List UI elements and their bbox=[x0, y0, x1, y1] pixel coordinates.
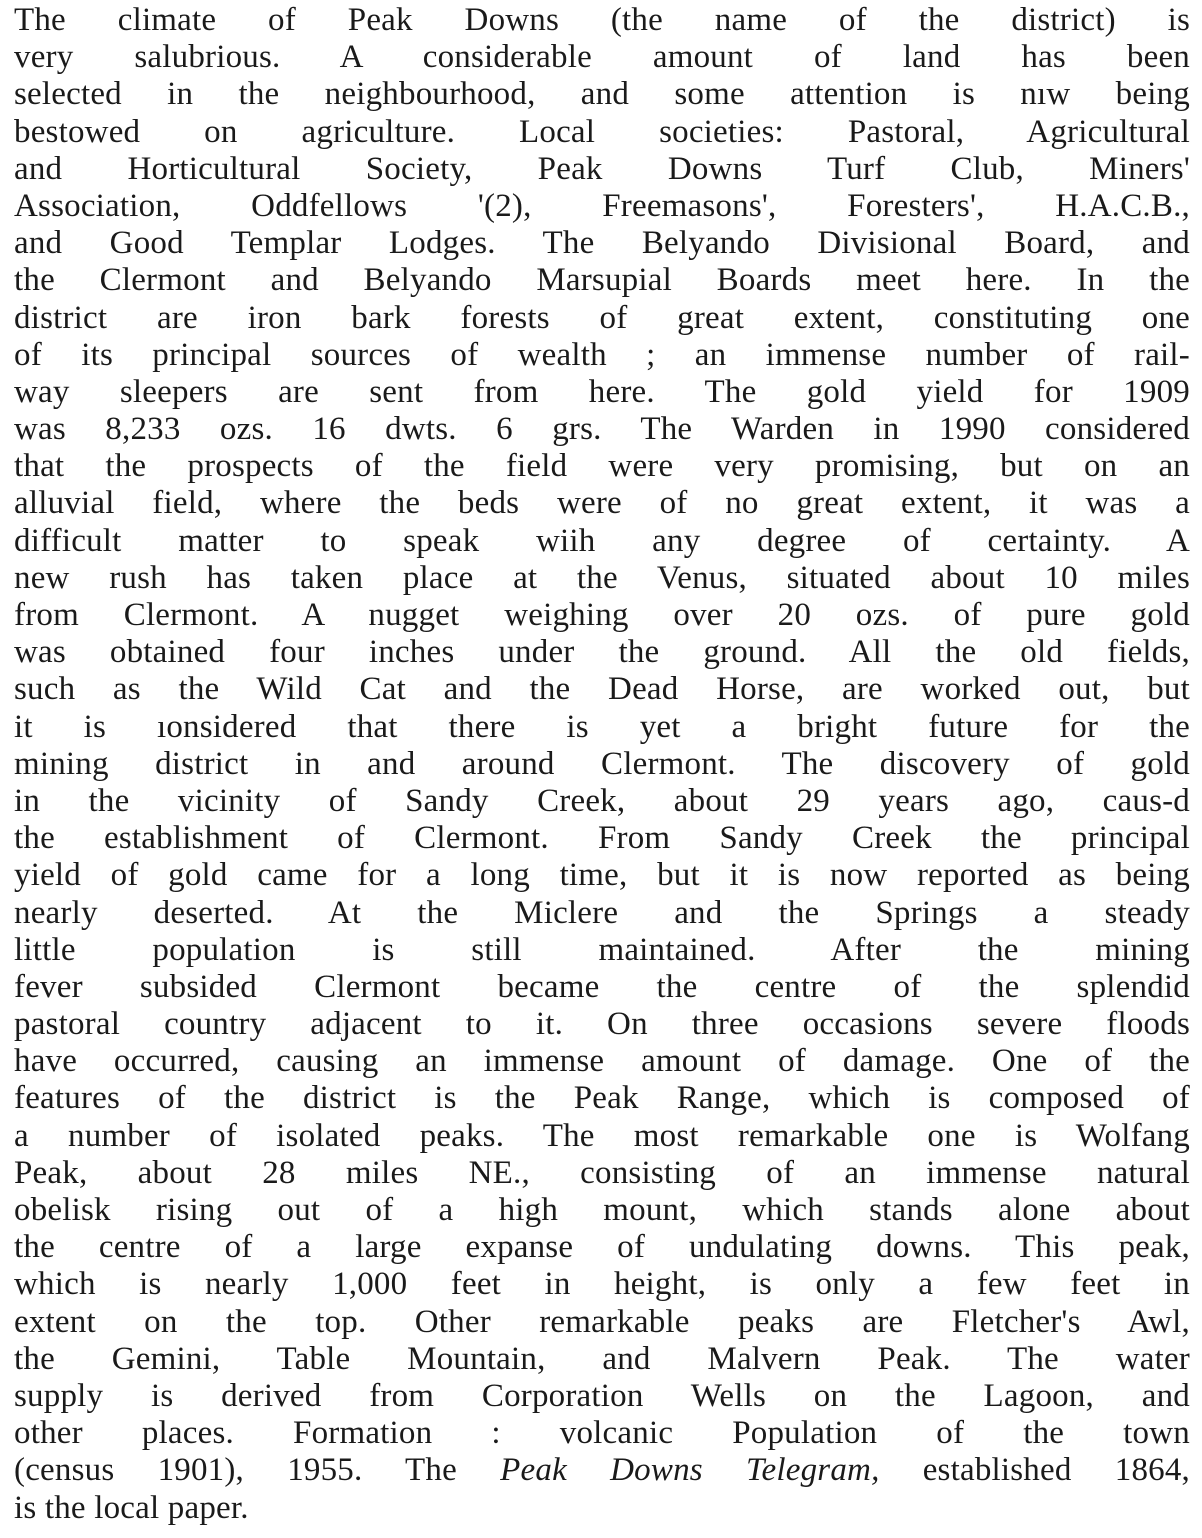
established-text: established 1864, bbox=[879, 1452, 1190, 1489]
article-line-29: features of the district is the Peak Range, which is composed of bbox=[14, 1080, 1190, 1117]
article-line-26: fever subsided Clermont became the centre of the splendid bbox=[14, 968, 1190, 1005]
article-line-1: very salubrious. A considerable amount of land has been bbox=[14, 39, 1190, 76]
article-line-6: and Good Templar Lodges. The Belyando Divisional Board, and bbox=[14, 225, 1190, 262]
article-line-39 bbox=[14, 1452, 1190, 1489]
article-line-22: the establishment of Clermont. From Sandy Creek the principal bbox=[14, 820, 1190, 857]
article-line-12: that the prospects of the field were very promising, but on an bbox=[14, 448, 1190, 485]
article-line-37: supply is derived from Corporation Wells on the Lagoon, and bbox=[14, 1377, 1190, 1414]
article-line-0: The climate of Peak Downs (the name of the district) is bbox=[14, 2, 1190, 38]
article-lines bbox=[14, 2, 1190, 1452]
article-line-2: selected in the neighbourhood, and some attention is nıw being bbox=[14, 76, 1190, 113]
article-line-38: other places. Formation : volcanic Population of the town bbox=[14, 1415, 1190, 1452]
article-line-33: the centre of a large expanse of undulating downs. This peak, bbox=[14, 1229, 1190, 1266]
census-text: (census 1901), 1955. The bbox=[14, 1452, 501, 1489]
article-line-21: in the vicinity of Sandy Creek, about 29 years ago, caus-d bbox=[14, 782, 1190, 819]
article-line-10: way sleepers are sent from here. The gold yield for 1909 bbox=[14, 373, 1190, 410]
article-line-36: the Gemini, Table Mountain, and Malvern Peak. The water bbox=[14, 1340, 1190, 1377]
article-line-25: little population is still maintained. After the mining bbox=[14, 931, 1190, 968]
article-line-11: was 8,233 ozs. 16 dwts. 6 grs. The Warden in 1990 considered bbox=[14, 411, 1190, 448]
article-line-31: Peak, about 28 miles NE., consisting of an immense natural bbox=[14, 1154, 1190, 1191]
article-line-15: new rush has taken place at the Venus, situated about 10 miles bbox=[14, 559, 1190, 596]
article-line-27: pastoral country adjacent to it. On three occasions severe floods bbox=[14, 1006, 1190, 1043]
article-line-13: alluvial field, where the beds were of no great extent, it was a bbox=[14, 485, 1190, 522]
article-line-19: it is ıonsidered that there is yet a bright future for the bbox=[14, 708, 1190, 745]
article-text bbox=[14, 2, 1190, 1527]
article-line-20: mining district in and around Clermont. The discovery of gold bbox=[14, 745, 1190, 782]
article-line-24: nearly deserted. At the Miclere and the Springs a steady bbox=[14, 894, 1190, 931]
article-line-18: such as the Wild Cat and the Dead Horse, are worked out, but bbox=[14, 671, 1190, 708]
article-line-3: bestowed on agriculture. Local societies: Pastoral, Agricultural bbox=[14, 113, 1190, 150]
article-line-40: is the local paper. bbox=[14, 1489, 249, 1526]
article-line-32: obelisk rising out of a high mount, which stands alone about bbox=[14, 1192, 1190, 1228]
article-line-5: Association, Oddfellows '(2), Freemasons', Foresters', H.A.C.B., bbox=[14, 187, 1190, 224]
article-line-16: from Clermont. A nugget weighing over 20 ozs. of pure gold bbox=[14, 597, 1190, 633]
article-line-35: extent on the top. Other remarkable peaks are Fletcher's Awl, bbox=[14, 1303, 1190, 1340]
article-line-28: have occurred, causing an immense amount of damage. One of the bbox=[14, 1043, 1190, 1080]
article-line-4: and Horticultural Society, Peak Downs Turf Club, Miners' bbox=[14, 150, 1190, 187]
article-line-8: district are iron bark forests of great extent, constituting one bbox=[14, 299, 1190, 336]
newspaper-title: Peak Downs Telegram, bbox=[500, 1452, 880, 1489]
article-line-17: was obtained four inches under the ground. All the old fields, bbox=[14, 634, 1190, 671]
article-line-7: the Clermont and Belyando Marsupial Boards meet here. In the bbox=[14, 262, 1190, 299]
article-line-34: which is nearly 1,000 feet in height, is only a few feet in bbox=[14, 1266, 1190, 1303]
article-line-23: yield of gold came for a long time, but it is now reported as being bbox=[14, 857, 1190, 894]
article-line-14: difficult matter to speak wiih any degree of certainty. A bbox=[14, 522, 1190, 559]
article-line-9: of its principal sources of wealth ; an immense number of rail- bbox=[14, 336, 1190, 373]
article-line-30: a number of isolated peaks. The most remarkable one is Wolfang bbox=[14, 1117, 1190, 1154]
